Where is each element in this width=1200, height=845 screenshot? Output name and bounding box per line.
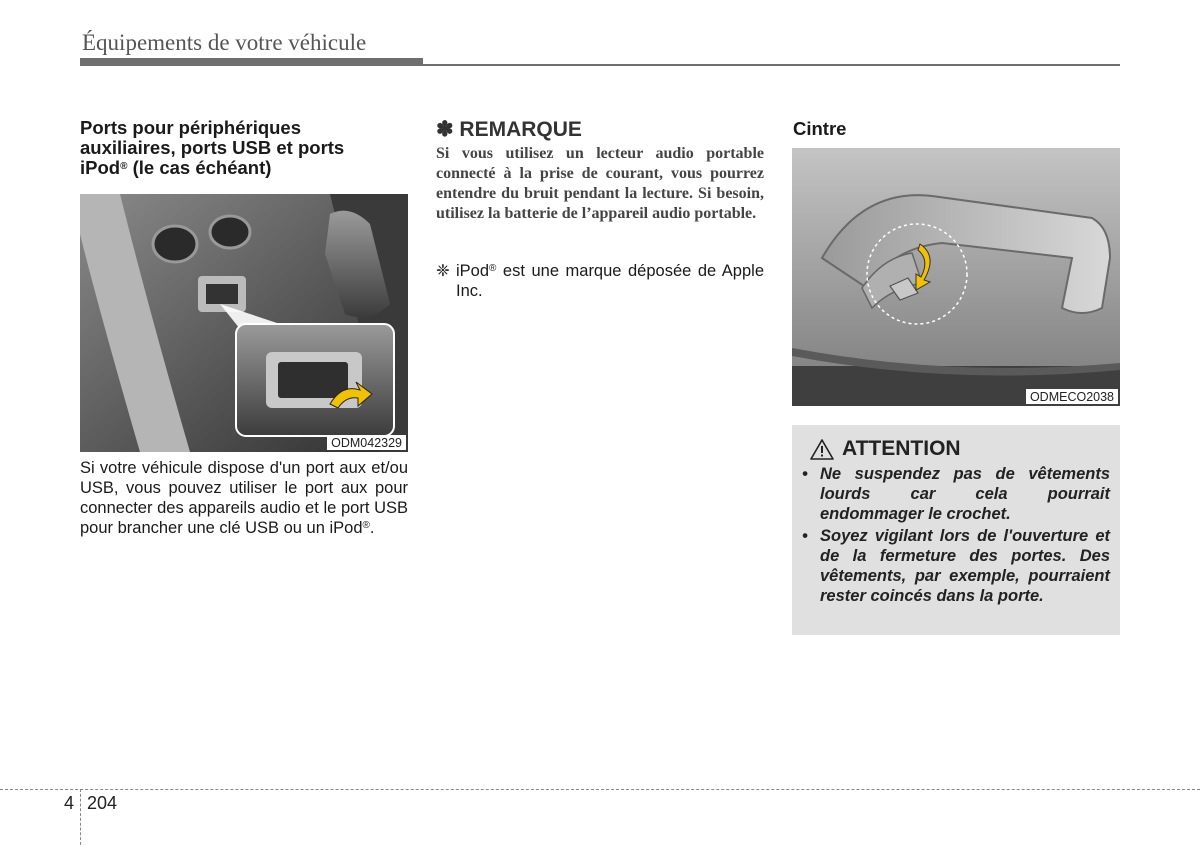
footnote-rest: est une marque déposée de Apple Inc. [456,262,764,300]
figure-code: ODMECO2038 [1026,389,1118,404]
bullet: • [802,527,808,545]
page-header-title: Équipements de votre véhicule [82,30,367,55]
ipod-trademark-footnote [436,261,764,301]
footer-rule [0,789,1200,790]
bullet: • [802,465,808,483]
registered-mark: ® [489,263,497,274]
registered-mark: ® [120,161,128,172]
heading-ipod: iPod [80,157,121,178]
figure-code: ODM042329 [327,435,406,450]
coat-hook-illustration [792,148,1120,406]
heading-line-3 [80,158,410,178]
heading-suffix: (le cas échéant) [127,157,272,178]
period: . [369,519,375,537]
header-bar [80,58,423,66]
page-number: 204 [87,793,118,813]
attention-item [802,526,1110,606]
attention-title: ATTENTION [842,437,961,460]
attention-item-text: Soyez vigilant lors de l'ouverture et de la fermeture des portes. Des vêtements, par exemple, pourraient rester coincés dans la porte. [820,527,1110,605]
heading-line-1: Ports pour périphériques [80,117,302,138]
remark-body: Si vous utilisez un lecteur audio portable connecté à la prise de courant, vous pourrez entendre du bruit pendant la lecture. Si besoin, utilisez la batterie de l’appareil audio portable. [436,145,764,222]
attention-list [802,464,1110,608]
attention-item-text: Ne suspendez pas de vêtements lourds car cela pourrait endommager le crochet. [820,465,1110,523]
heading-line-2: auxiliaires, ports USB et ports [80,137,345,158]
attention-item [802,464,1110,524]
section-heading-hanger: Cintre [793,118,847,139]
footnote-mark: ❈ [436,262,450,280]
registered-mark: ® [362,520,370,531]
warning-triangle-icon [810,439,834,460]
remark-title: ✽ REMARQUE [436,118,582,141]
aux-usb-ports-illustration [80,194,408,452]
section-heading-ports [80,118,410,178]
chapter-number: 4 [64,793,75,813]
footnote-text [456,261,764,301]
header-rule [423,64,1120,66]
footnote-ipod: iPod [456,262,490,280]
attention-header [810,437,961,461]
ports-description [80,458,408,538]
ports-description-text: Si votre véhicule dispose d'un port aux et/ou USB, vous pouvez utiliser le port aux pour connecter des appareils audio et le port USB pour brancher une clé USB ou un iPod [80,459,408,537]
footer-divider [80,789,81,845]
